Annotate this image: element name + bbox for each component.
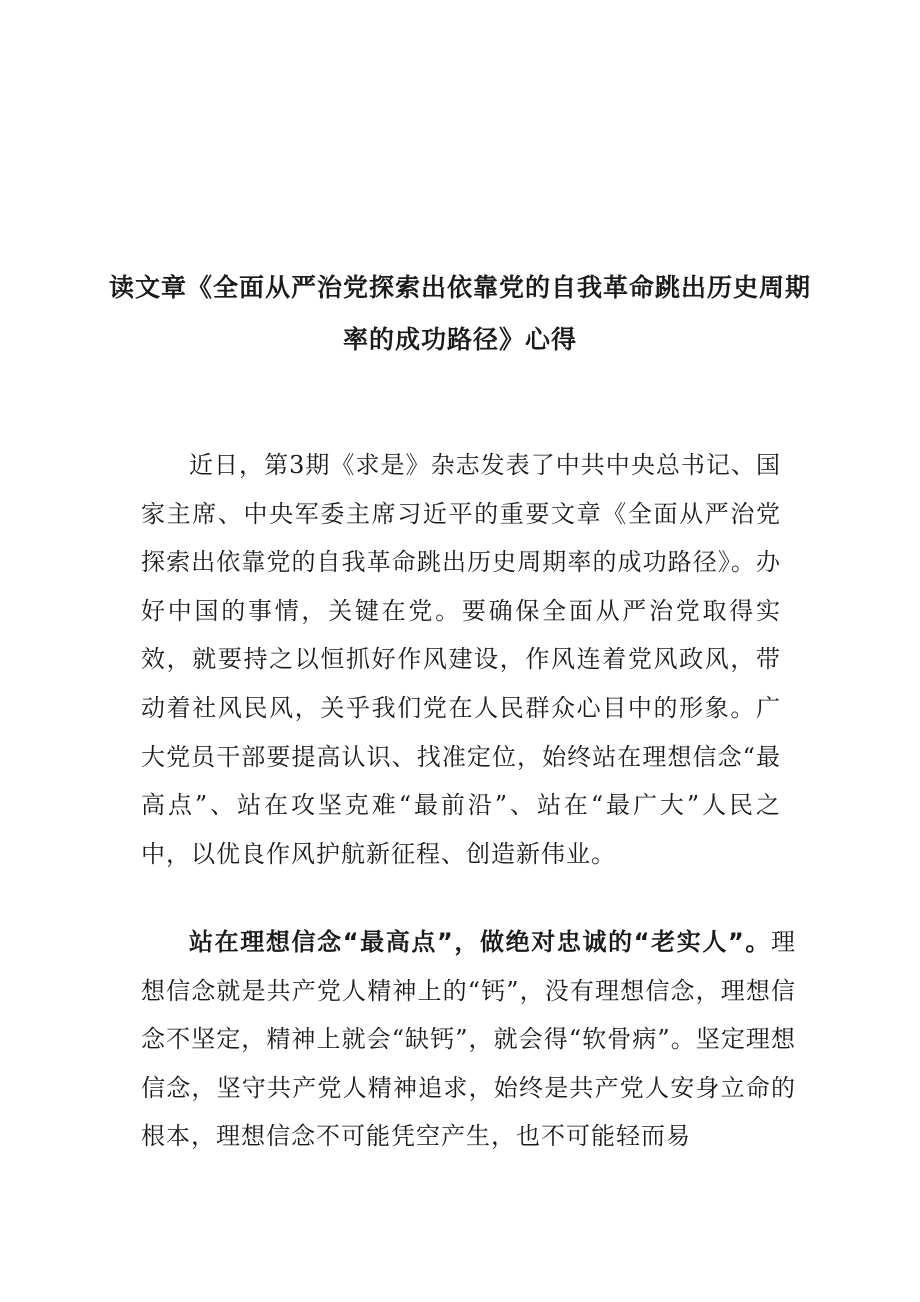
paragraph-intro-text: 近日，第3期《求是》杂志发表了中共中央总书记、国家主席、中央军委主席习近平的重要文章《全面从严治党探索出依靠党的自我革命跳出历史周期率的成功路径》。办好中国的事情，关键在党。要确保全面从严治党取得实效，就要持之以恒抓好作风建设，作风连着党风政风，带动着社风民风，关乎我们党在人民群众心目中的形象。广大党员干部要提高认识、找准定位，始终站在理想信念“最高点”、站在攻坚克难“最前沿”、站在“最广大”人民之中，以优良作风护航新征程、创造新伟业。 bbox=[141, 451, 781, 868]
paragraph-intro bbox=[141, 441, 781, 878]
document-title: 读文章《全面从严治党探索出依靠党的自我革命跳出历史周期率的成功路径》心得 bbox=[108, 273, 811, 354]
section-heading: 站在理想信念“最高点”，做绝对忠诚的“老实人”。 bbox=[189, 928, 771, 956]
paragraph-section-1 bbox=[141, 918, 796, 1161]
paragraph-section-1-text: 理想信念就是共产党人精神上的“钙”，没有理想信念，理想信念不坚定，精神上就会“缺钙”，就会得“软骨病”。坚定理想信念，坚守共产党人精神追求，始终是共产党人安身立命的根本，理想信念不可能凭空产生，也不可能轻而易 bbox=[141, 928, 796, 1151]
